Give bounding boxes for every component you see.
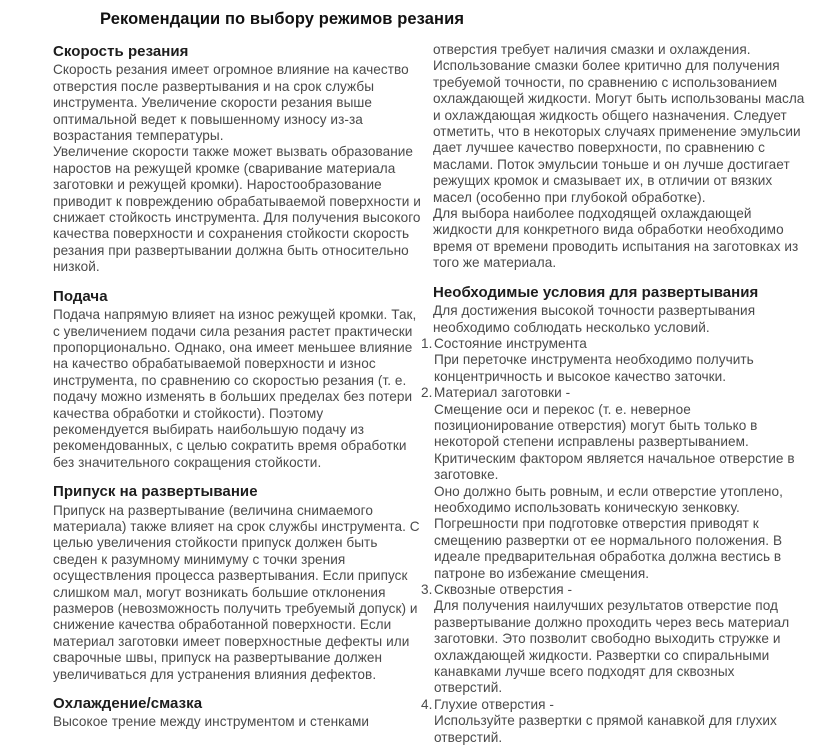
right-column	[421, 42, 805, 746]
section-lead: Для достижения высокой точности развертывания необходимо соблюдать несколько условий.	[433, 303, 756, 335]
item-body	[434, 385, 805, 582]
paragraph: Подача напрямую влияет на износ режущей кромки. Так, с увеличением подачи сила резания растет практически пропорционально. Однако, она имеет меньшее влияние на качество обрабатываемой поверхности и износ инструмента, по сравнению со скоростью резания (т. е. подачу можно изменять в больших пределах без потери качества обработки и стойкости). Поэтому рекомендуется выбирать наибольшую подачу из рекомендованных, с целью сократить время обработки без значительного сокращения стойкости.	[53, 307, 417, 470]
item-body	[434, 582, 805, 697]
item-title: Глухие отверстия -	[434, 696, 554, 712]
section-heading: Припуск на развертывание	[53, 483, 258, 501]
item-title: Сквозные отверстия -	[434, 582, 573, 597]
section-heading: Необходимые условия для развертывания	[433, 283, 759, 301]
section-reaming-conditions	[421, 283, 805, 746]
item-title: Состояние инструмента	[434, 335, 587, 351]
item-body	[434, 336, 805, 385]
paragraph: Для выбора наиболее подходящей охлаждающей жидкости для конкретного вида обработки необходимо время от времени проводить испытания на заготовках из того же материала.	[433, 206, 799, 271]
item-number: 4.	[421, 696, 433, 712]
list-item	[421, 336, 805, 385]
page-title: Рекомендации по выбору режимов резания	[100, 10, 465, 28]
item-paragraph: Смещение оси и перекос (т. е. неверное позиционирование отверстия) могут быть только в некоторой степени исправлены развертыванием. Критическим фактором является начальное отверстие в заготовке.	[434, 401, 795, 483]
item-number: 1.	[421, 335, 433, 351]
item-paragraph: Для получения наилучших результатов отверстие под развертывание должно проходить через весь материал заготовки. Это позволит свободно выходить стружке и охлаждающей жидкости. Развертки со спиральными канавками лучше всего подходят для сквозных отверстий.	[434, 598, 790, 696]
section-heading: Охлаждение/смазка	[53, 695, 203, 713]
list-item	[421, 385, 805, 582]
paragraph: Увеличение скорости также может вызвать образование наростов на режущей кромке (сваривание материала заготовки и режущей кромки). Наростообразование приводит к повреждению обрабатываемой поверхности и снижает стойкость инструмента. Для получения высокого качества поверхности и сохранения стойкости скорость резания при развертывании должна быть относительно низкой.	[53, 144, 421, 275]
section-reaming-allowance	[53, 484, 421, 683]
list-item	[421, 697, 805, 746]
item-paragraph: При переточке инструмента необходимо получить концентричность и высокое качество заточки.	[434, 352, 754, 384]
numbered-list	[421, 336, 805, 746]
section-feed	[53, 289, 421, 471]
item-paragraph: Используйте развертки с прямой канавкой для глухих отверстий.	[434, 713, 777, 745]
item-number: 3.	[421, 582, 433, 597]
paragraph: Припуск на развертывание (величина снимаемого материала) также влияет на срок службы инструмента. С целью увеличения стойкости припуск должен быть сведен к разумному минимуму с точки зрения осуществления процесса развертывания. Если припуск слишком мал, могут возникать большие отклонения размеров (невозможность получить требуемый допуск) и снижение качества обработанной поверхности. Если материал заготовки имеет поверхностные дефекты или сварочные швы, припуск на развертывание должен увеличиваться для устранения влияния дефектов.	[53, 502, 420, 682]
item-title: Материал заготовки -	[434, 385, 571, 401]
section-heading: Скорость резания	[53, 43, 189, 60]
paragraph: отверстия требует наличия смазки и охлаждения. Использование смазки более критично для получения требуемой точности, по сравнению с использованием охлаждающей жидкости. Могут быть использованы масла и охлаждающая жидкость общего назначения. Следует отметить, что в некоторых случаях применение эмульсии дает лучшее качество поверхности, по сравнению с маслами. Поток эмульсии тоньше и он лучше достигает режущих кромок и смазывает их, в отличии от вязких масел (особенно при глубокой обработке).	[433, 42, 805, 205]
section-cutting-speed	[53, 44, 421, 276]
section-cooling-lubrication	[53, 696, 421, 731]
item-paragraph: Оно должно быть ровным, и если отверстие утоплено, необходимо использовать коническую зенковку. Погрешности при подготовке отверстия приводят к смещению развертки от ее нормального положения. В идеале предварительная обработка должна вестись в патроне во избежание смещения.	[434, 483, 783, 581]
paragraph: Скорость резания имеет огромное влияние на качество отверстия после развертывания и на срок службы инструмента. Увеличение скорости резания выше оптимальной ведет к повышенному износу из-за возрастания температуры.	[53, 62, 409, 144]
list-item	[421, 582, 805, 697]
item-number: 2.	[421, 385, 433, 401]
left-column	[53, 44, 421, 731]
section-heading: Подача	[53, 287, 108, 305]
item-body	[434, 697, 805, 746]
paragraph: Высокое трение между инструментом и стенками	[53, 714, 370, 730]
